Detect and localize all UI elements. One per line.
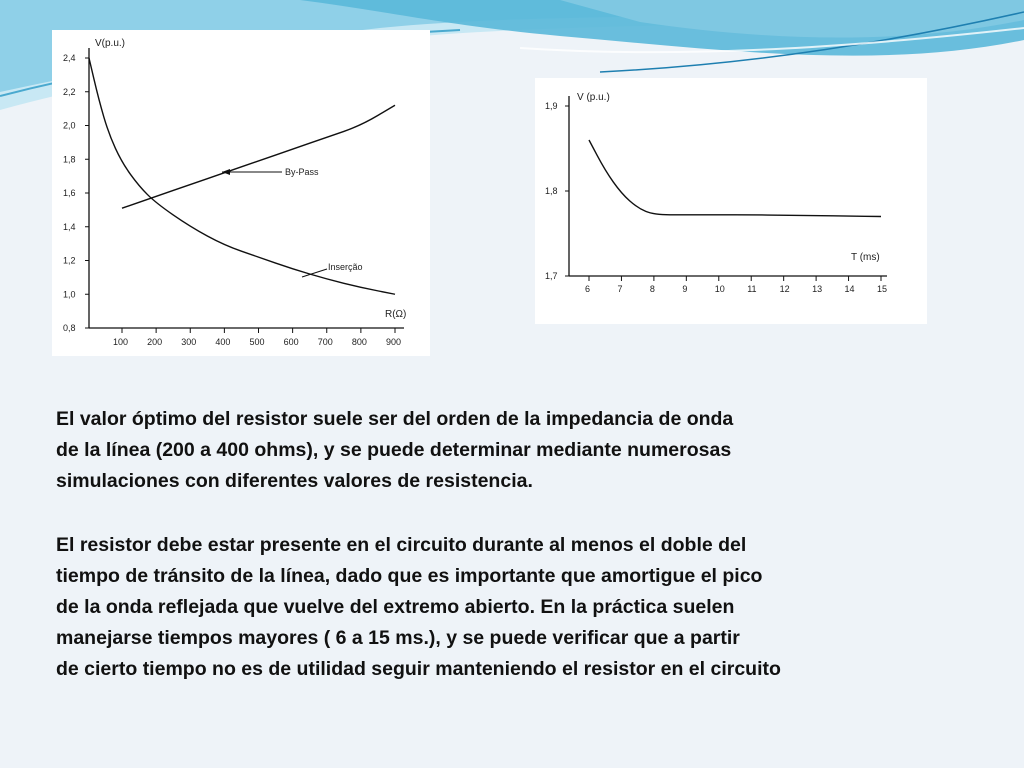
series-line-voltage bbox=[589, 140, 881, 217]
x-tick-label: 800 bbox=[351, 337, 367, 347]
bypass-annotation-label: By-Pass bbox=[285, 167, 319, 177]
paragraph-optimal-resistor bbox=[56, 404, 1016, 497]
text-line: manejarse tiempos mayores ( 6 a 15 ms.), y se puede verificar que a partir bbox=[56, 627, 740, 649]
y-tick-label: 1,9 bbox=[545, 101, 558, 111]
x-tick-label: 11 bbox=[747, 284, 757, 294]
x-axis-title: R(Ω) bbox=[385, 309, 407, 320]
x-tick-label: 900 bbox=[386, 337, 402, 347]
x-tick-label: 8 bbox=[649, 284, 655, 294]
x-tick-label: 7 bbox=[617, 284, 623, 294]
chart-voltage-vs-time bbox=[535, 78, 927, 324]
x-tick-label: 15 bbox=[877, 284, 888, 294]
series-line-insercao bbox=[89, 58, 395, 294]
x-tick-label: 300 bbox=[181, 337, 197, 347]
x-tick-label: 500 bbox=[249, 337, 265, 347]
y-tick-label: 1,2 bbox=[63, 255, 76, 266]
y-tick-label: 1,8 bbox=[63, 154, 76, 165]
text-line: El resistor debe estar presente en el circuito durante al menos el doble del bbox=[56, 534, 747, 556]
x-tick-label: 600 bbox=[283, 337, 299, 347]
x-tick-label: 14 bbox=[844, 284, 855, 294]
bypass-arrowhead bbox=[222, 169, 230, 175]
series-line-bypass bbox=[122, 105, 395, 208]
y-tick-label: 2,2 bbox=[63, 86, 76, 97]
x-tick-label: 400 bbox=[215, 337, 231, 347]
x-tick-label: 9 bbox=[682, 284, 688, 294]
text-line: tiempo de tránsito de la línea, dado que es importante que amortigue el pico bbox=[56, 565, 763, 587]
text-line: simulaciones con diferentes valores de resistencia. bbox=[56, 470, 533, 492]
y-tick-label: 2,0 bbox=[63, 120, 76, 131]
x-tick-label: 13 bbox=[812, 284, 823, 294]
x-tick-label: 100 bbox=[113, 337, 129, 347]
text-line: de cierto tiempo no es de utilidad seguir manteniendo el resistor en el circuito bbox=[56, 658, 781, 680]
chart-voltage-vs-resistance bbox=[52, 30, 430, 356]
text-line: de la línea (200 a 400 ohms), y se puede determinar mediante numerosas bbox=[56, 439, 732, 461]
insercao-annotation-label: Inserção bbox=[328, 262, 363, 272]
y-tick-label: 1,6 bbox=[63, 188, 76, 198]
y-tick-label: 0,8 bbox=[63, 323, 76, 333]
y-tick-label: 1,7 bbox=[545, 271, 558, 281]
y-tick-label: 1,0 bbox=[63, 289, 76, 300]
y-axis-title: V (p.u.) bbox=[577, 92, 610, 103]
paragraph-resistor-duration bbox=[56, 530, 1016, 685]
y-tick-label: 2,4 bbox=[63, 53, 76, 63]
x-tick-label: 12 bbox=[779, 284, 790, 294]
x-axis-title: T (ms) bbox=[851, 252, 880, 263]
y-axis-title: V(p.u.) bbox=[95, 38, 126, 49]
chart-left-panel bbox=[52, 30, 430, 356]
y-tick-label: 1,8 bbox=[545, 186, 558, 196]
text-line: El valor óptimo del resistor suele ser del orden de la impedancia de onda bbox=[56, 408, 734, 430]
text-line: de la onda reflejada que vuelve del extremo abierto. En la práctica suelen bbox=[56, 596, 735, 618]
x-tick-label: 700 bbox=[317, 337, 333, 347]
chart-right-panel bbox=[535, 78, 927, 324]
x-tick-label: 6 bbox=[585, 284, 591, 294]
x-tick-label: 200 bbox=[147, 337, 163, 347]
y-tick-label: 1,4 bbox=[63, 221, 76, 232]
x-tick-label: 10 bbox=[714, 284, 725, 294]
